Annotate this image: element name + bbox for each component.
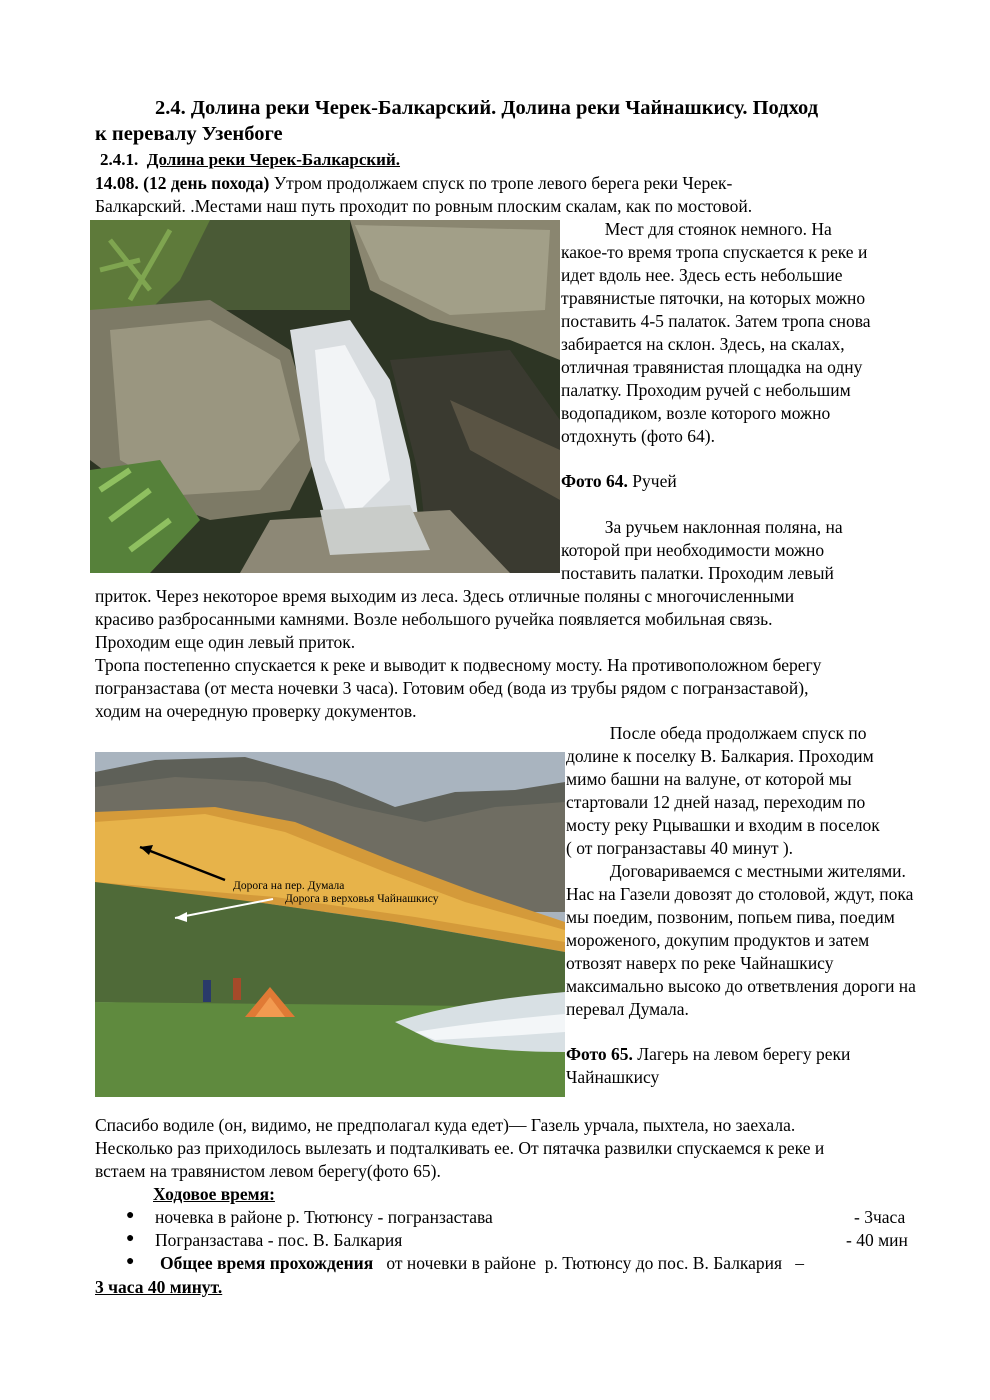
paragraph-full-1 (95, 585, 821, 723)
photo-64-caption-text: Ручей (627, 471, 677, 491)
section-title-line1: 2.4. Долина реки Черек-Балкарский. Долина реки Чайнашкису. Подход (155, 97, 819, 119)
photo-65-label: Фото 65. (566, 1044, 633, 1064)
text-line: отличная травянистая площадка на одну (561, 357, 863, 377)
text-line: Тропа постепенно спускается к реке и выводит к подвесному мосту. На противоположном берегу (95, 655, 822, 675)
text-line: забирается на склон. Здесь, на скалах, (561, 334, 845, 354)
text-line: мосту реку Рцывашки и входим в поселок (566, 815, 880, 835)
text-line: мы поедим, позвоним, попьем пива, поедим (566, 907, 895, 927)
trip-date: 14.08. (12 день похода) (95, 173, 270, 193)
text-line: погранзастава (от места ночевки 3 часа). Готовим обед (вода из трубы рядом с погранзаставой), (95, 678, 809, 698)
text-line: Спасибо водиле (он, видимо, не предполагал куда едет)— Газель урчала, пыхтела, но заехала. (95, 1115, 796, 1135)
bullet-icon: ● (126, 1254, 135, 1269)
timing-total-label: Общее время прохождения (160, 1253, 374, 1273)
text-line: травянистые пяточки, на которых можно (561, 288, 866, 308)
road-label-upper-chainashkisu: Дорога в верховья Чайнашкису (285, 893, 439, 905)
text-line: После обеда продолжаем спуск по (566, 723, 867, 743)
right-column-2 (561, 516, 843, 585)
text-line: Мест для стоянок немного. На (561, 219, 832, 239)
text-line: отвозят наверх по реке Чайнашкису (566, 953, 834, 973)
paragraph-full-2 (95, 1114, 824, 1183)
photo-65-camp (95, 752, 565, 1097)
photo-64-caption (561, 470, 677, 493)
intro-line1 (95, 172, 732, 195)
text-line: поставить 4-5 палаток. Затем тропа снова (561, 311, 871, 331)
text-line: какое-то время тропа спускается к реке и (561, 242, 868, 262)
text-line: идет вдоль нее. Здесь есть небольшие (561, 265, 843, 285)
timing-item-2: Погранзастава - пос. В. Балкария (155, 1230, 403, 1250)
text-line: ( от погранзаставы 40 минут ). (566, 838, 794, 858)
text-line: водопадиком, возле которого можно (561, 403, 831, 423)
bullet-icon: ● (126, 1231, 135, 1246)
timing-item-1: ночевка в районе р. Тютюнсу - погранзастава (155, 1207, 493, 1227)
subsection-title: Долина реки Черек-Балкарский. (146, 150, 401, 169)
text-line: приток. Через некоторое время выходим из леса. Здесь отличные поляны с многочисленными (95, 586, 795, 606)
stream-waterfall-image (90, 220, 560, 573)
subsection-number: 2.4.1. (100, 150, 139, 169)
timing-header: Ходовое время: (153, 1184, 275, 1204)
text-line: мимо башни на валуне, от которой мы (566, 769, 852, 789)
text-line: стартовали 12 дней назад, переходим по (566, 792, 866, 812)
text-line: Несколько раз приходилось вылезать и подталкивать ее. От пятачка развилки спускаемся к реке и (95, 1138, 825, 1158)
text-line: поставить палатки. Проходим левый (561, 563, 834, 583)
text-line: Проходим еще один левый приток. (95, 632, 356, 652)
timing-total (160, 1252, 804, 1275)
text-line: которой при необходимости можно (561, 540, 825, 560)
section-title-line2: к перевалу Узенбоге (95, 123, 283, 145)
text-line: красиво разбросанными камнями. Возле небольшого ручейка появляется мобильная связь. (95, 609, 773, 629)
subsection-heading (100, 150, 400, 170)
photo-65-caption-text: Лагерь на левом берегу реки (632, 1044, 851, 1064)
photo-65-caption (566, 1043, 850, 1089)
text-line: отдохнуть (фото 64). (561, 426, 715, 446)
photo-64-label: Фото 64. (561, 471, 628, 491)
timing-item-2-duration: - 40 мин (846, 1230, 908, 1250)
right-column-1 (561, 218, 871, 448)
text-line: максимально высоко до ответвления дороги на (566, 976, 916, 996)
right-column-3 (566, 722, 916, 1021)
text-line: Нас на Газели довозят до столовой, ждут, пока (566, 884, 914, 904)
camp-valley-image (95, 752, 565, 1097)
intro-text: Утром продолжаем спуск по тропе левого берега реки Черек- (269, 173, 733, 193)
text-line: За ручьем наклонная поляна, на (561, 517, 843, 537)
bullet-icon: ● (126, 1208, 135, 1223)
text-line: ходим на очередную проверку документов. (95, 701, 417, 721)
text-line: перевал Думала. (566, 999, 689, 1019)
text-line: палатку. Проходим ручей с небольшим (561, 380, 851, 400)
photo-65-caption-line2: Чайнашкису (566, 1067, 660, 1087)
text-line: Договариваемся с местными жителями. (566, 861, 906, 881)
photo-64-stream (90, 220, 560, 573)
text-line: мороженого, докупим продуктов и затем (566, 930, 870, 950)
timing-total-text: от ночевки в районе р. Тютюнсу до пос. В. Балкария – (373, 1253, 804, 1273)
timing-item-1-duration: - 3часа (854, 1207, 906, 1227)
text-line: встаем на травянистом левом берегу(фото 65). (95, 1161, 441, 1181)
timing-total-value: 3 часа 40 минут. (95, 1277, 223, 1297)
intro-line2: Балкарский. .Местами наш путь проходит по ровным плоским скалам, как по мостовой. (95, 196, 753, 216)
road-label-dumala: Дорога на пер. Думала (233, 880, 345, 892)
text-line: долине к поселку В. Балкария. Проходим (566, 746, 874, 766)
